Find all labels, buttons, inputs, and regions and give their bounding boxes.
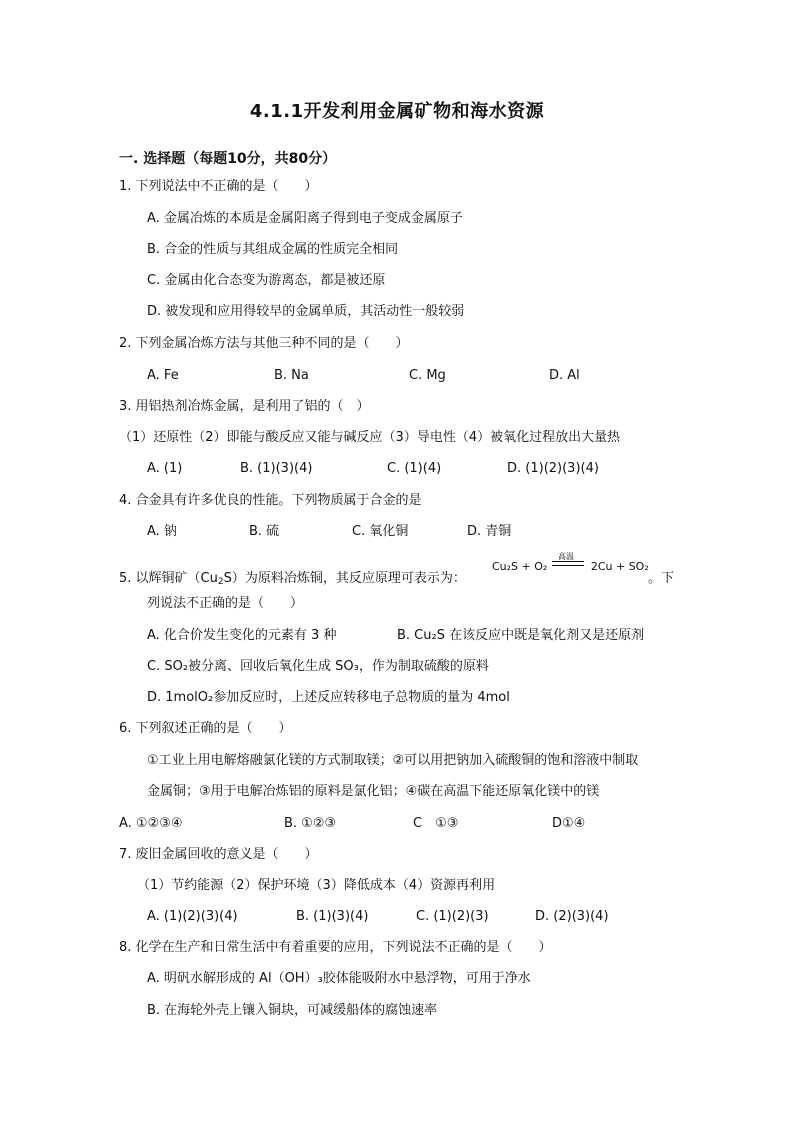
q8-option-b: B. 在海轮外壳上镶入铜块，可减缓船体的腐蚀速率: [147, 1003, 438, 1018]
q3-properties: （1）还原性（2）即能与酸反应又能与碱反应（3）导电性（4）被氧化过程放出大量热: [119, 430, 621, 445]
q3-stem: 3. 用铝热剂冶炼金属，是利用了铝的（ ）: [119, 399, 370, 414]
equation-products: 2Cu + SO₂: [590, 560, 649, 573]
q6-option-b: B. ①②③: [284, 816, 337, 831]
q2-option-d: D. Al: [549, 368, 580, 383]
reaction-equation: [492, 552, 649, 573]
q6-statement-line1: ①工业上用电解熔融氯化镁的方式制取镁；②可以用把钠加入硫酸铜的饱和溶液中制取: [147, 753, 639, 768]
q5-option-d: D. 1molO₂参加反应时，上述反应转移电子总物质的量为 4mol: [147, 690, 510, 705]
equation-reactants: Cu₂S + O₂: [492, 560, 548, 573]
equation-condition: 高温: [558, 552, 574, 561]
q6-statement-line2: 金属铜；③用于电解冶炼铝的原料是氯化铝；④碳在高温下能还原氧化镁中的镁: [147, 784, 600, 799]
q8-stem: 8. 化学在生产和日常生活中有着重要的应用，下列说法不正确的是（ ）: [119, 940, 552, 955]
q2-option-c: C. Mg: [409, 368, 446, 383]
q4-option-d: D. 青铜: [467, 524, 512, 539]
q5-option-b: B. Cu₂S 在该反应中既是氧化剂又是还原剂: [397, 628, 645, 643]
q5-stem-part1: 5. 以辉铜矿（Cu: [119, 571, 218, 586]
page-title: 4.1.1开发利用金属矿物和海水资源: [249, 101, 545, 122]
q3-option-c: C. (1)(4): [387, 461, 442, 476]
q4-option-c: C. 氧化铜: [352, 524, 409, 539]
q1-option-c: C. 金属由化合态变为游离态，都是被还原: [147, 273, 386, 288]
q5-option-a: A. 化合价发生变化的元素有 3 种: [147, 628, 337, 643]
q6-option-a: A. ①②③④: [119, 816, 183, 831]
q7-option-d: D. (2)(3)(4): [535, 909, 609, 924]
q5-stem-line2: 列说法不正确的是（ ）: [147, 596, 304, 611]
q5-stem-part2: S）为原料冶炼铜，其反应原理可表示为：: [223, 571, 466, 586]
q2-stem: 2. 下列金属冶炼方法与其他三种不同的是（ ）: [119, 336, 409, 351]
section-heading: 一. 选择题（每题10分，共80分）: [119, 151, 337, 167]
q3-option-d: D. (1)(2)(3)(4): [507, 461, 599, 476]
q5-stem-subscript: 2: [217, 577, 224, 587]
q1-option-b: B. 合金的性质与其组成金属的性质完全相同: [147, 242, 399, 257]
q8-option-a: A. 明矾水解形成的 Al（OH）₃胶体能吸附水中悬浮物，可用于净水: [147, 971, 531, 986]
q7-properties: （1）节约能源（2）保护环境（3）降低成本（4）资源再利用: [137, 878, 496, 893]
q7-stem: 7. 废旧金属回收的意义是（ ）: [119, 847, 318, 862]
q5-stem: [119, 569, 466, 589]
q1-stem: 1. 下列说法中不正确的是（ ）: [119, 179, 318, 194]
q4-stem: 4. 合金具有许多优良的性能。下列物质属于合金的是: [119, 493, 422, 508]
q1-option-a: A. 金属冶炼的本质是金属阳离子得到电子变成金属原子: [147, 211, 463, 226]
q7-option-a: A. (1)(2)(3)(4): [147, 909, 238, 924]
q4-option-b: B. 硫: [249, 524, 280, 539]
q6-option-d: D①④: [552, 816, 586, 831]
q6-stem: 6. 下列叙述正确的是（ ）: [119, 721, 292, 736]
q7-option-b: B. (1)(3)(4): [296, 909, 369, 924]
q4-option-a: A. 钠: [147, 524, 177, 539]
q2-option-b: B. Na: [274, 368, 309, 383]
q1-option-d: D. 被发现和应用得较早的金属单质，其活动性一般较弱: [147, 304, 465, 319]
q5-option-c: C. SO₂被分离、回收后氧化生成 SO₃，作为制取硫酸的原料: [147, 659, 489, 674]
q7-option-c: C. (1)(2)(3): [416, 909, 489, 924]
q3-option-b: B. (1)(3)(4): [240, 461, 313, 476]
q6-option-c: C ①③: [413, 816, 459, 831]
q2-option-a: A. Fe: [147, 368, 179, 383]
equation-equals-sign: [552, 561, 584, 566]
q5-stem-tail: 。下: [648, 571, 675, 586]
q3-option-a: A. (1): [147, 461, 183, 476]
